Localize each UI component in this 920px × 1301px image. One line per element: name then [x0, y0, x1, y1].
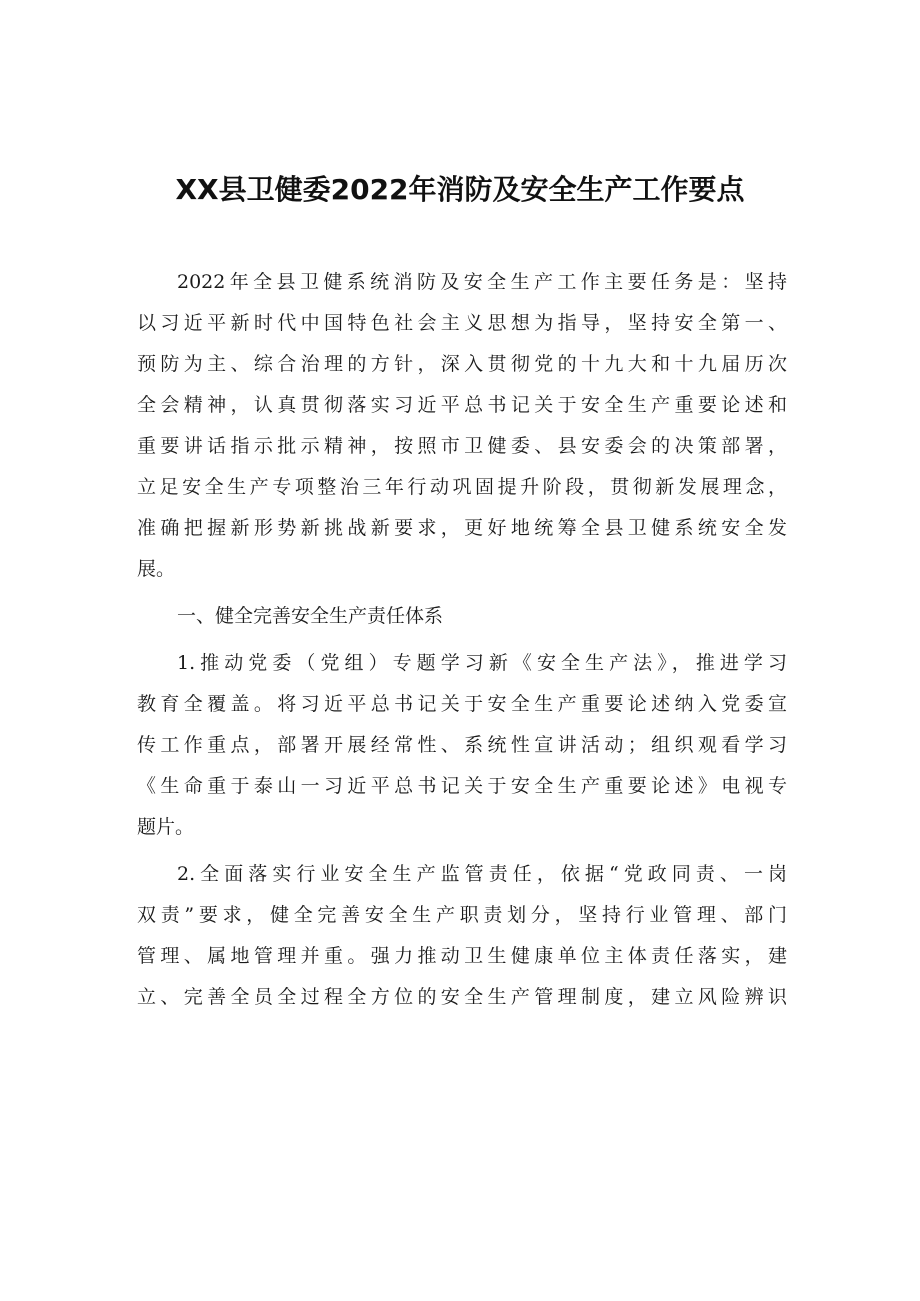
- text-line: 《生命重于泰山一习近平总书记关于安全生产重要论述》电视专: [137, 775, 787, 797]
- text-line: 1.推动党委（党组）专题学习新《安全生产法》，推进学习: [177, 652, 787, 674]
- text-line: 题片。: [137, 816, 195, 838]
- text-line: 立足安全生产专项整治三年行动巩固提升阶段，贯彻新发展理念，: [137, 476, 787, 498]
- text-line: 2022年全县卫健系统消防及安全生产工作主要任务是：坚持: [177, 271, 787, 293]
- text-line: 展。: [137, 558, 176, 580]
- text-line: 教育全覆盖。将习近平总书记关于安全生产重要论述纳入党委宣: [137, 693, 787, 715]
- text-line: 以习近平新时代中国特色社会主义思想为指导，坚持安全第一、: [137, 312, 787, 334]
- text-line: 管理、属地管理并重。强力推动卫生健康单位主体责任落实，建: [137, 945, 787, 967]
- text-line: 双责”要求，健全完善安全生产职责划分，坚持行业管理、部门: [137, 904, 787, 926]
- text-line: 全会精神，认真贯彻落实习近平总书记关于安全生产重要论述和: [137, 394, 787, 416]
- text-line: 立、完善全员全过程全方位的安全生产管理制度，建立风险辨识: [137, 986, 787, 1008]
- text-line: 预防为主、综合治理的方针，深入贯彻党的十九大和十九届历次: [137, 353, 787, 375]
- section-heading-1: [137, 596, 787, 637]
- paragraph-item-2: [137, 854, 787, 1018]
- document-body: [137, 262, 787, 1018]
- paragraph-item-1: [137, 643, 787, 848]
- document-title: XX县卫健委2022年消防及安全生产工作要点: [175, 173, 745, 206]
- text-line: 传工作重点，部署开展经常性、系统性宣讲活动；组织观看学习: [137, 734, 787, 756]
- paragraph-main-tasks: [137, 262, 787, 590]
- text-line: 2.全面落实行业安全生产监管责任，依据“党政同责、一岗: [177, 863, 787, 885]
- text-line: 重要讲话指示批示精神，按照市卫健委、县安委会的决策部署，: [137, 435, 787, 457]
- text-line: 准确把握新形势新挑战新要求，更好地统筹全县卫健系统安全发: [137, 517, 787, 539]
- section-heading-text: 一、健全完善安全生产责任体系: [177, 605, 444, 627]
